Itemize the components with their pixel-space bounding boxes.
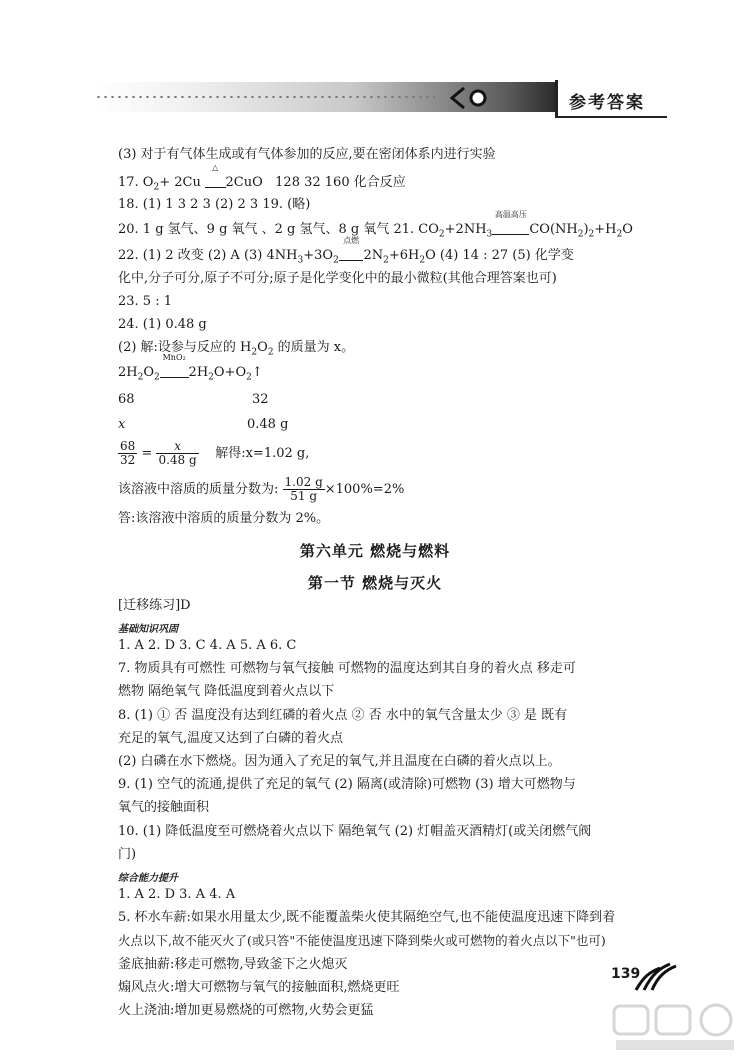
answer-line: [迁移练习]D: [118, 598, 191, 613]
answer-line: 煽风点火:增大可燃物与氧气的接触面积,燃烧更旺: [118, 980, 400, 995]
answer-line: 釜底抽薪:移走可燃物,导致釜下之火熄灭: [118, 957, 348, 972]
answer-line: (3) 对于有气体生成或有气体参加的反应,要在密闭体系内进行实验: [118, 147, 496, 162]
header-title: 参考答案: [569, 93, 645, 113]
mass-value: x: [118, 417, 126, 432]
answer-line: 5. 杯水车薪:如果水用量太少,既不能覆盖柴火使其隔绝空气,也不能使温度迅速下降到着: [118, 910, 616, 925]
answer-line: 1. A 2. D 3. A 4. A: [118, 887, 236, 902]
answer-line: 24. (1) 0.48 g: [118, 317, 207, 332]
lesson-heading: 第一节 燃烧与灭火: [307, 574, 443, 592]
answer-line: 门): [118, 847, 137, 862]
unit-heading: 第六单元 燃烧与燃料: [299, 542, 451, 560]
answer-line: (2) 白磷在水下燃烧。因为通入了充足的氧气,并且温度在白磷的着火点以上。: [118, 754, 561, 769]
answer-line: 18. (1) 1 3 2 3 (2) 2 3 19. (略): [118, 197, 311, 212]
answer-line: (2) 解:设参与反应的 $H_2O_2$ 的质量为 x。: [118, 340, 355, 358]
reaction-condition: △: [205, 174, 226, 192]
header-rule: [555, 116, 667, 118]
answer-line: 8. (1) ① 否 温度没有达到红磷的着火点 ② 否 水中的氧气含量太少 ③ 是 既有: [118, 708, 568, 723]
answer-line: 火点以下,故不能灭火了(或只答"不能使温度迅速下降到柴火或可燃物的着火点以下"也可): [118, 933, 606, 948]
reaction-condition: MnO₂: [160, 364, 189, 382]
answer-line: 22. (1) 2 改变 (2) A (3) $4NH_3+3O_2$ 点燃 $2N_2+6H_2O$ (4) 14 : 27 (5) 化学变: [118, 236, 574, 266]
answer-line: 燃物 隔绝氧气 降低温度到着火点以下: [118, 684, 335, 699]
answer-line: 7. 物质具有可燃性 可燃物与氧气接触 可燃物的温度达到其自身的着火点 移走可: [118, 661, 576, 676]
header-dots: [95, 96, 435, 98]
answer-line: 充足的氧气,温度又达到了白磷的着火点: [118, 731, 344, 746]
mass-value: 0.48 g: [247, 417, 289, 432]
answer-line: 20. 1 g 氢气、9 g 氧气 、2 g 氢气、8 g 氧气 21. $CO_2+2NH_3$ 高温高压 $CO(NH_2)_2+H_2O$: [118, 210, 633, 240]
mass-value: 32: [252, 392, 269, 407]
answer-line: 17. $O_2+ 2Cu$ △ 2CuO 128 32 160 化合反应: [118, 163, 406, 193]
proportion-line: $\frac{68}{32}$ = $\frac{x}{0.48 g}$ 解得:x=1.02 g,: [120, 439, 310, 467]
equation-line: $2H_2O_2$ MnO₂ $2H_2O+O_2↑$: [118, 353, 263, 383]
answer-line: 该溶液中溶质的质量分数为: $\frac{1.02 g}{51 g}$ ×100%=2%: [118, 475, 405, 503]
mass-value: 68: [118, 392, 135, 407]
answer-line: 23. 5 : 1: [118, 294, 172, 309]
chevron-circle-icon: [438, 84, 498, 112]
answer-line: 10. (1) 降低温度至可燃烧着火点以下 隔绝氧气 (2) 灯帽盖灭酒精灯(或关闭燃气阀: [118, 824, 592, 839]
page-number: 139: [611, 966, 641, 982]
answer-line: 化中,分子可分,原子不可分;原子是化学变化中的最小微粒(其他合理答案也可): [118, 271, 557, 286]
answer-line: 火上浇油:增加更易燃烧的可燃物,火势会更猛: [118, 1003, 374, 1018]
answer-line: 9. (1) 空气的流通,提供了充足的氧气 (2) 隔离(或清除)可燃物 (3) 增大可燃物与: [118, 777, 576, 792]
answer-line: 氧气的接触面积: [118, 800, 210, 815]
subsection-label: 基础知识巩固: [118, 624, 178, 635]
reaction-condition: 高温高压: [492, 221, 529, 239]
watermark-logo-icon: [610, 1000, 740, 1055]
subsection-label: 综合能力提升: [118, 873, 178, 884]
answer-line: 1. A 2. D 3. C 4. A 5. A 6. C: [118, 638, 297, 653]
reaction-condition: 点燃: [339, 247, 364, 265]
answer-line: 答:该溶液中溶质的质量分数为 2%。: [118, 511, 330, 526]
